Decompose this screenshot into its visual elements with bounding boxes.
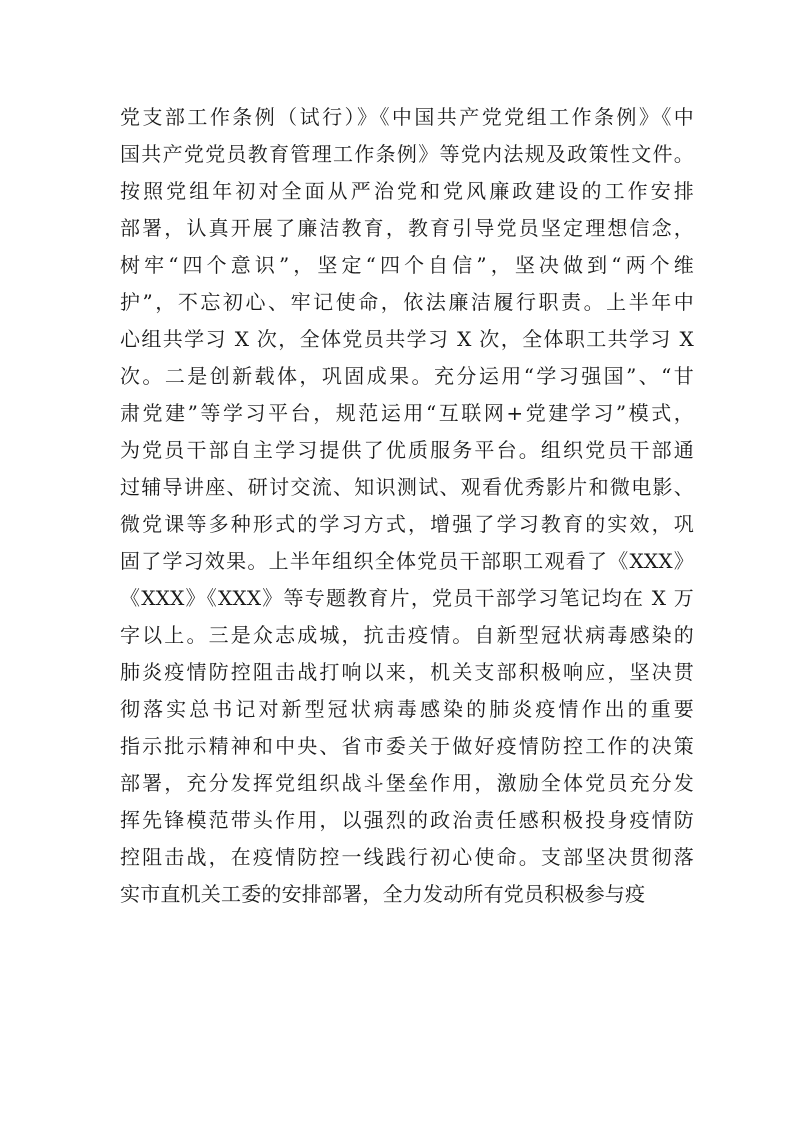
text-line: 按照党组年初对全面从严治党和党风廉政建设的工作安排 xyxy=(120,179,694,203)
text-line: 为党员干部自主学习提供了优质服务平台。组织党员干部通 xyxy=(120,438,694,462)
text-line: 过辅导讲座、研讨交流、知识测试、观看优秀影片和微电影、 xyxy=(120,475,694,499)
text-line: 国共产党党员教育管理工作条例》等党内法规及政策性文件。 xyxy=(120,142,694,166)
text-line: 实市直机关工委的安排部署，全力发动所有党员积极参与疫 xyxy=(120,882,646,906)
text-line: 微党课等多种形式的学习方式，增强了学习教育的实效，巩 xyxy=(120,512,694,536)
text-line: 肺炎疫情防控阻击战打响以来，机关支部积极响应，坚决贯 xyxy=(120,660,694,684)
text-line: 控阻击战，在疫情防控一线践行初心使命。支部坚决贯彻落 xyxy=(120,845,694,869)
text-line: 肃党建”等学习平台，规范运用“互联网+党建学习”模式， xyxy=(120,401,694,425)
text-line: 部署，认真开展了廉洁教育，教育引导党员坚定理想信念， xyxy=(120,216,694,240)
text-line: 指示批示精神和中央、省市委关于做好疫情防控工作的决策 xyxy=(120,734,694,758)
text-line: 心组共学习 X 次，全体党员共学习 X 次，全体职工共学习 X xyxy=(120,327,694,351)
text-line: 《XXX》《XXX》等专题教育片，党员干部学习笔记均在 X 万 xyxy=(120,586,694,610)
text-line: 树牢“四个意识”，坚定“四个自信”，坚决做到“两个维 xyxy=(120,253,694,277)
text-line: 次。二是创新载体，巩固成果。充分运用“学习强国”、“甘 xyxy=(120,364,694,388)
text-line: 部署，充分发挥党组织战斗堡垒作用，激励全体党员充分发 xyxy=(120,771,694,795)
text-line: 党支部工作条例（试行）》《中国共产党党组工作条例》《中 xyxy=(120,105,694,129)
text-line: 固了学习效果。上半年组织全体党员干部职工观看了《XXX》 xyxy=(120,549,694,573)
document-body xyxy=(120,99,694,913)
text-line: 彻落实总书记对新型冠状病毒感染的肺炎疫情作出的重要 xyxy=(120,697,694,721)
text-line: 挥先锋模范带头作用，以强烈的政治责任感积极投身疫情防 xyxy=(120,808,694,832)
text-line: 护”，不忘初心、牢记使命，依法廉洁履行职责。上半年中 xyxy=(120,290,694,314)
text-line: 字以上。三是众志成城，抗击疫情。自新型冠状病毒感染的 xyxy=(120,623,694,647)
